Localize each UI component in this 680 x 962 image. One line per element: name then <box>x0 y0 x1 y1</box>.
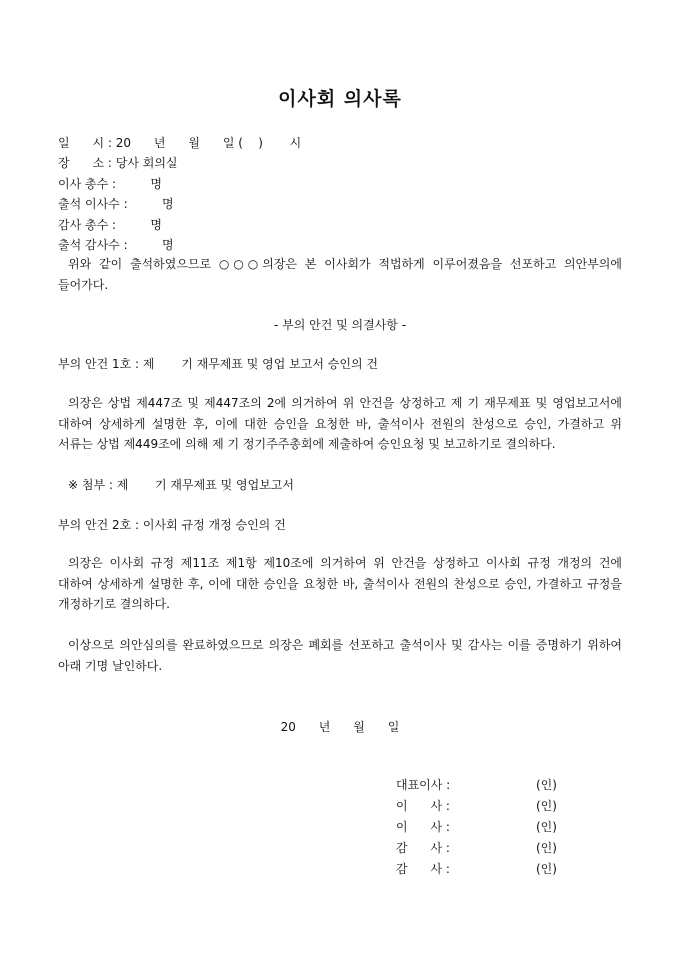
seal-mark: (인) <box>536 799 557 813</box>
field-label: 장 소 : <box>58 156 116 170</box>
field-value: 20 년 월 일 ( ) 시 <box>115 136 302 150</box>
signature-role: 이 사 : <box>396 799 450 813</box>
field-value: 명 <box>135 238 174 252</box>
field-total-directors <box>58 175 162 193</box>
field-total-auditors <box>58 216 162 234</box>
agenda-2-title: 부의 안건 2호 : 이사회 규정 개정 승인의 건 <box>58 518 286 532</box>
field-label: 이사 총수 : <box>58 177 124 191</box>
field-label: 출석 감사수 : <box>58 238 136 252</box>
seal-mark: (인) <box>536 820 557 834</box>
agenda-1-title: 부의 안건 1호 : 제 기 재무제표 및 영업 보고서 승인의 건 <box>58 357 378 371</box>
seal-mark: (인) <box>536 862 557 876</box>
closing-paragraph: 이상으로 의안심의를 완료하였으므로 의장은 폐회를 선포하고 출석이사 및 감사는 이를 증명하기 위하여 아래 기명 날인하다. <box>58 638 622 673</box>
field-value: 당사 회의실 <box>115 156 178 170</box>
field-label: 출석 이사수 : <box>58 197 136 211</box>
field-value: 명 <box>123 218 162 232</box>
field-place <box>58 154 178 172</box>
agenda-1-body: 의장은 상법 제447조 및 제447조의 2에 의거하여 위 안건을 상정하고 제 기 재무제표 및 영업보고서에 대하여 상세하게 설명한 후, 이에 대한 승인을 요청한 바, 출석이사 전원의 찬성으로 승인, 가결하고 위 서류는 상법 제449조에 의해 제 기 정기주주총회에 제출하여 승인요청 및 보고하기로 결의하다. <box>58 396 622 451</box>
signature-role: 대표이사 : <box>396 778 451 792</box>
field-value: 명 <box>123 177 162 191</box>
signature-role: 이 사 : <box>396 820 450 834</box>
date-line: 20 년 월 일 <box>280 720 400 734</box>
agenda-1-attachment: ※ 첨부 : 제 기 재무제표 및 영업보고서 <box>68 478 294 492</box>
seal-mark: (인) <box>536 778 557 792</box>
seal-mark: (인) <box>536 841 557 855</box>
document-title: 이사회 의사록 <box>278 88 402 110</box>
field-value: 명 <box>135 197 174 211</box>
signature-role: 감 사 : <box>396 841 450 855</box>
field-present-auditors <box>58 236 174 254</box>
field-datetime <box>58 134 301 152</box>
signature-role: 감 사 : <box>396 862 450 876</box>
field-label: 일 시 : <box>58 136 116 150</box>
agenda-2-body: 의장은 이사회 규정 제11조 제1항 제10조에 의거하여 위 안건을 상정하고 이사회 규정 개정의 건에 대하여 상세하게 설명한 후, 이에 대한 승인을 요청한 바, 출석이사 전원의 찬성으로 승인, 가결하고 규정을 개정하기로 결의하다. <box>58 556 622 611</box>
opening-paragraph: 위와 같이 출석하였으므로 ○○○의장은 본 이사회가 적법하게 이루어졌음을 선포하고 의안부의에 들어가다. <box>58 257 622 292</box>
agenda-heading: - 부의 안건 및 의결사항 - <box>273 318 407 332</box>
field-present-directors <box>58 195 174 213</box>
field-label: 감사 총수 : <box>58 218 124 232</box>
